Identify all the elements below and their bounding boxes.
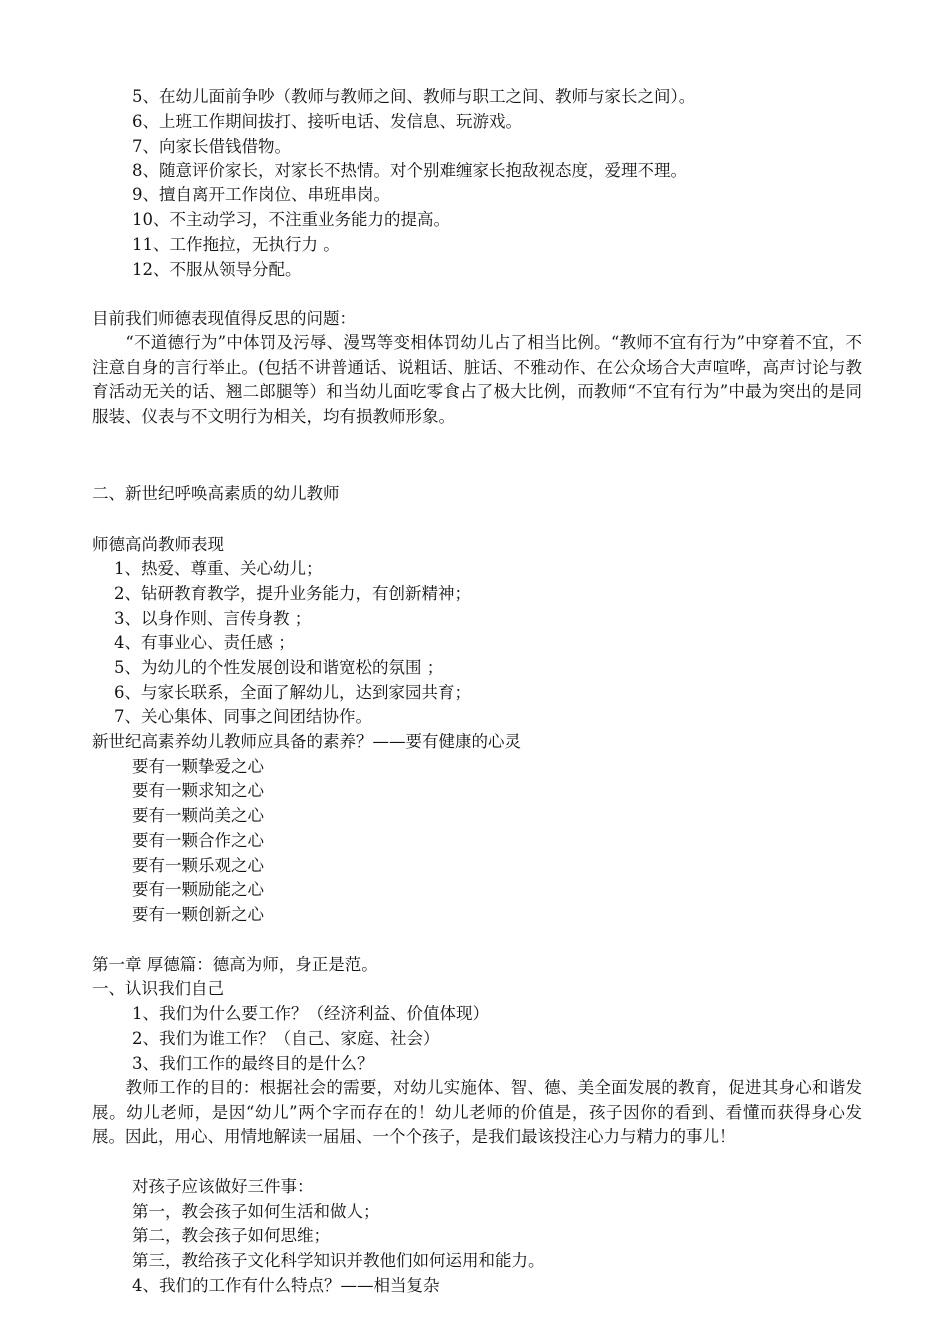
list-item: 8、随意评价家长，对家长不热情。对个别难缠家长抱敌视态度，爱理不理。 [132,161,687,180]
list-item: 7、向家长借钱借物。 [132,137,291,156]
question-line: 3、我们工作的最终目的是什么？ [132,1054,374,1073]
list-item: 1、热爱、尊重、关心幼儿； [114,559,323,578]
list-item: 要有一颗求知之心 [132,781,264,800]
list-item: 4、有事业心、责任感 ； [114,633,295,652]
list-item: 6、与家长联系，全面了解幼儿，达到家园共育； [114,683,471,702]
purpose-paragraph: 教师工作的目的：根据社会的需要，对幼儿实施体、智、德、美全面发展的教育，促进其身心和谐发展。幼儿老师，是因“幼儿”两个字而存在的！幼儿老师的价值是，孩子因你的看到、看懂而获得身心发展。因此，用心、用情地解读一届届、一个个孩子，是我们最该投注心力与精力的事儿！ [92,1078,862,1146]
list-item: 5、为幼儿的个性发展创设和谐宽松的氛围 ； [114,658,444,677]
list-item: 要有一颗创新之心 [132,905,264,924]
list-item: 6、上班工作期间拔打、接听电话、发信息、玩游戏。 [132,112,522,131]
list-item: 要有一颗尚美之心 [132,806,264,825]
list-item: 要有一颗挚爱之心 [132,757,264,776]
section-title: 二、新世纪呼唤高素质的幼儿教师 [92,484,340,503]
list-item: 7、关心集体、同事之间团结协作。 [114,707,372,726]
reflection-heading: 目前我们师德表现值得反思的问题： [92,309,356,328]
question-line: 1、我们为什么要工作？（经济利益、价值体现） [132,1004,489,1023]
list-item: 3、以身作则、言传身教 ； [114,609,312,628]
list-item: 要有一颗合作之心 [132,831,264,850]
list-item: 要有一颗励能之心 [132,880,264,899]
list-item: 5、在幼儿面前争吵（教师与教师之间、教师与职工之间、教师与家长之间）。 [132,87,696,106]
list-item: 11、工作拖拉，无执行力 。 [132,235,340,254]
question-line: 2、我们为谁工作？（自己、家庭、社会） [132,1029,440,1048]
list-item: 要有一颗乐观之心 [132,856,264,875]
text-line: 第二，教会孩子如何思维； [132,1226,330,1245]
list-item: 2、钻研教育教学，提升业务能力，有创新精神； [114,584,471,603]
text-line: 第一，教会孩子如何生活和做人； [132,1202,380,1221]
chapter-subtitle: 一、认识我们自己 [92,979,224,998]
list-item: 12、不服从领导分配。 [132,260,302,279]
reflection-paragraph: “不道德行为”中体罚及污辱、漫骂等变相体罚幼儿占了相当比例。“教师不宜有行为”中穿着不宜，不注意自身的言行举止。(包括不讲普通话、说粗话、脏话、不雅动作、在公众场合大声喧哗，高声讨论与教育活动无关的话、翘二郎腿等）和当幼儿面吃零食占了极大比例，而教师“不宜有行为”中最为突出的是同服装、仪表与不文明行为相关，均有损教师形象。 [92,333,862,426]
question-line: 4、我们的工作有什么特点？——相当复杂 [132,1276,440,1295]
text-line: 对孩子应该做好三件事： [132,1177,314,1196]
list-item: 9、擅自离开工作岗位、串班串岗。 [132,185,390,204]
text-line: 第三，教给孩子文化科学知识并教他们如何运用和能力。 [132,1251,545,1270]
chapter-title: 第一章 厚德篇：德高为师，身正是范。 [92,955,378,974]
quality-heading: 新世纪高素养幼儿教师应具备的素养？——要有健康的心灵 [92,732,521,751]
list-item: 10、不主动学习，不注重业务能力的提高。 [132,210,450,229]
noble-heading: 师德高尚教师表现 [92,535,224,554]
